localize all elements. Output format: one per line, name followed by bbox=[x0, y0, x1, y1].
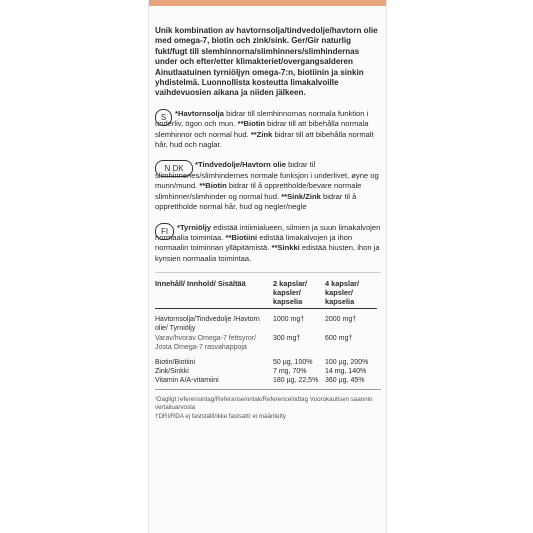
header-4-capsules: 4 kapslar/ kapsler/ kapselia bbox=[325, 279, 377, 309]
country-badge-ndk: N DK bbox=[155, 160, 193, 177]
claim-text: bidrar till slemhinnornas normala funktion i underliv, ögon och mun. bbox=[155, 108, 369, 129]
footnote-divider bbox=[155, 389, 381, 390]
table-header-row bbox=[155, 279, 377, 309]
claim-text: bidrar til å opprettholde/bevare normale slimhinner/slimhinder og normal hud. bbox=[155, 181, 362, 201]
product-label-panel bbox=[148, 0, 387, 533]
section-sweden-text bbox=[155, 109, 381, 151]
table-row bbox=[155, 315, 377, 333]
row-value-2: 1000 mg† bbox=[273, 316, 305, 324]
claim-bold: *Tyrniöljy bbox=[177, 222, 212, 232]
table-row bbox=[155, 358, 377, 367]
claim-bold: **Biotin bbox=[199, 181, 227, 191]
row-name: Zink/Sinkki bbox=[155, 368, 189, 376]
row-value-4: 2000 mg† bbox=[325, 316, 357, 324]
claim-bold: **Biotiini bbox=[225, 232, 258, 242]
table-row bbox=[155, 376, 377, 385]
row-value-4: 360 µg, 45% bbox=[325, 377, 365, 385]
intro-text: Unik kombination av havtornsolja/tindvedolje/havtorn olie med omega-7, biotin och zink/sink. Ger/Gir naturlig fukt/fugt till slemhinnorna/slimhinners/slimhindernas under och efter/etter klimakteriet/overgangsalderen Ainutlaatuinen tyrniöljyn omega-7:n, biotiinin ja sinkin yhdistelmä. Luonnollista kosteutta limakalvoille vaihdevuosien aikana ja niiden jälkeen. bbox=[155, 26, 378, 98]
nutrition-table bbox=[155, 279, 377, 385]
claim-text: bidrar till att bibehålla normala slemhinnor och normal hud. bbox=[155, 119, 369, 139]
footnotes bbox=[155, 396, 381, 422]
section-finland bbox=[155, 223, 381, 265]
section-fi-text bbox=[155, 223, 381, 265]
row-value-2: 7 mg, 70% bbox=[273, 368, 307, 376]
row-value-2: 180 µg, 22,5% bbox=[273, 377, 319, 385]
row-value-2: 300 mg† bbox=[273, 334, 301, 342]
row-value-4: 14 mg, 140% bbox=[325, 368, 367, 376]
row-value-4: 100 µg, 200% bbox=[325, 358, 369, 366]
header-contents: Innehåll/ Innhold/ Sisältää bbox=[155, 279, 273, 309]
claim-text: bidrar till att bibehålla normalt hår, hud och naglar. bbox=[155, 129, 374, 150]
claim-text: bidrar til å opprettholde normal hår, hud og negler/negle bbox=[155, 191, 357, 212]
claim-text: edistää limakalvojen ja ihon normaalin toiminnan ylläpitämistä. bbox=[155, 232, 353, 253]
footnote-reference-intake: ¹Dagligt referensintag/Referanseinntak/Referenceindtag Vuorokautisen saannin vertailuarvosta bbox=[155, 395, 373, 412]
claim-text: bidrar til slimhinnenes/slimhindernes normale funksjon i underlivet, øyne og munn/mund. bbox=[155, 160, 379, 191]
row-name: Biotin/Biotiini bbox=[155, 358, 196, 366]
row-value-2: 50 µg, 100% bbox=[273, 358, 313, 366]
orange-top-stripe bbox=[149, 0, 386, 6]
footnote-dri: †DRI/RDA ej fastställt/ikke fastsatt/ ei määritetty bbox=[155, 412, 287, 420]
claim-bold: **Sink/Zink bbox=[281, 191, 321, 201]
row-name: Havtornsolja/Tindvedolje /Havtorn olie/ Tyrniöljy bbox=[155, 316, 260, 333]
section-norway-denmark bbox=[155, 160, 381, 212]
table-row bbox=[155, 334, 377, 352]
label-content bbox=[155, 26, 381, 421]
claim-bold: **Biotin bbox=[237, 119, 266, 129]
row-name: Vitamin A/A-vitamiini bbox=[155, 377, 219, 385]
row-name: Varav/hvorav Omega-7 fettsyror/ Josta Omega-7 rasvahappoja bbox=[155, 334, 257, 351]
section-sweden bbox=[155, 109, 381, 151]
claim-text: edistää hiusten, ihon ja kynsien normaalia toimintaa. bbox=[155, 243, 380, 263]
claim-bold: *Havtornsolja bbox=[175, 108, 224, 118]
claim-text: edistää intiimialueen, silmien ja suun limakalvojen normaalia toimintaa. bbox=[155, 222, 381, 242]
row-value-4: 600 mg† bbox=[325, 334, 353, 342]
divider bbox=[155, 272, 381, 273]
header-2-capsules: 2 kapslar/ kapsler/ kapselia bbox=[273, 279, 325, 309]
country-badge-s: S bbox=[155, 109, 172, 126]
claim-bold: *Tindvedolje/Havtorn olie bbox=[195, 160, 287, 170]
claim-bold: **Sinkki bbox=[271, 243, 300, 253]
claim-bold: **Zink bbox=[250, 129, 273, 139]
table-row bbox=[155, 367, 377, 376]
country-badge-fi: FI bbox=[155, 223, 174, 240]
